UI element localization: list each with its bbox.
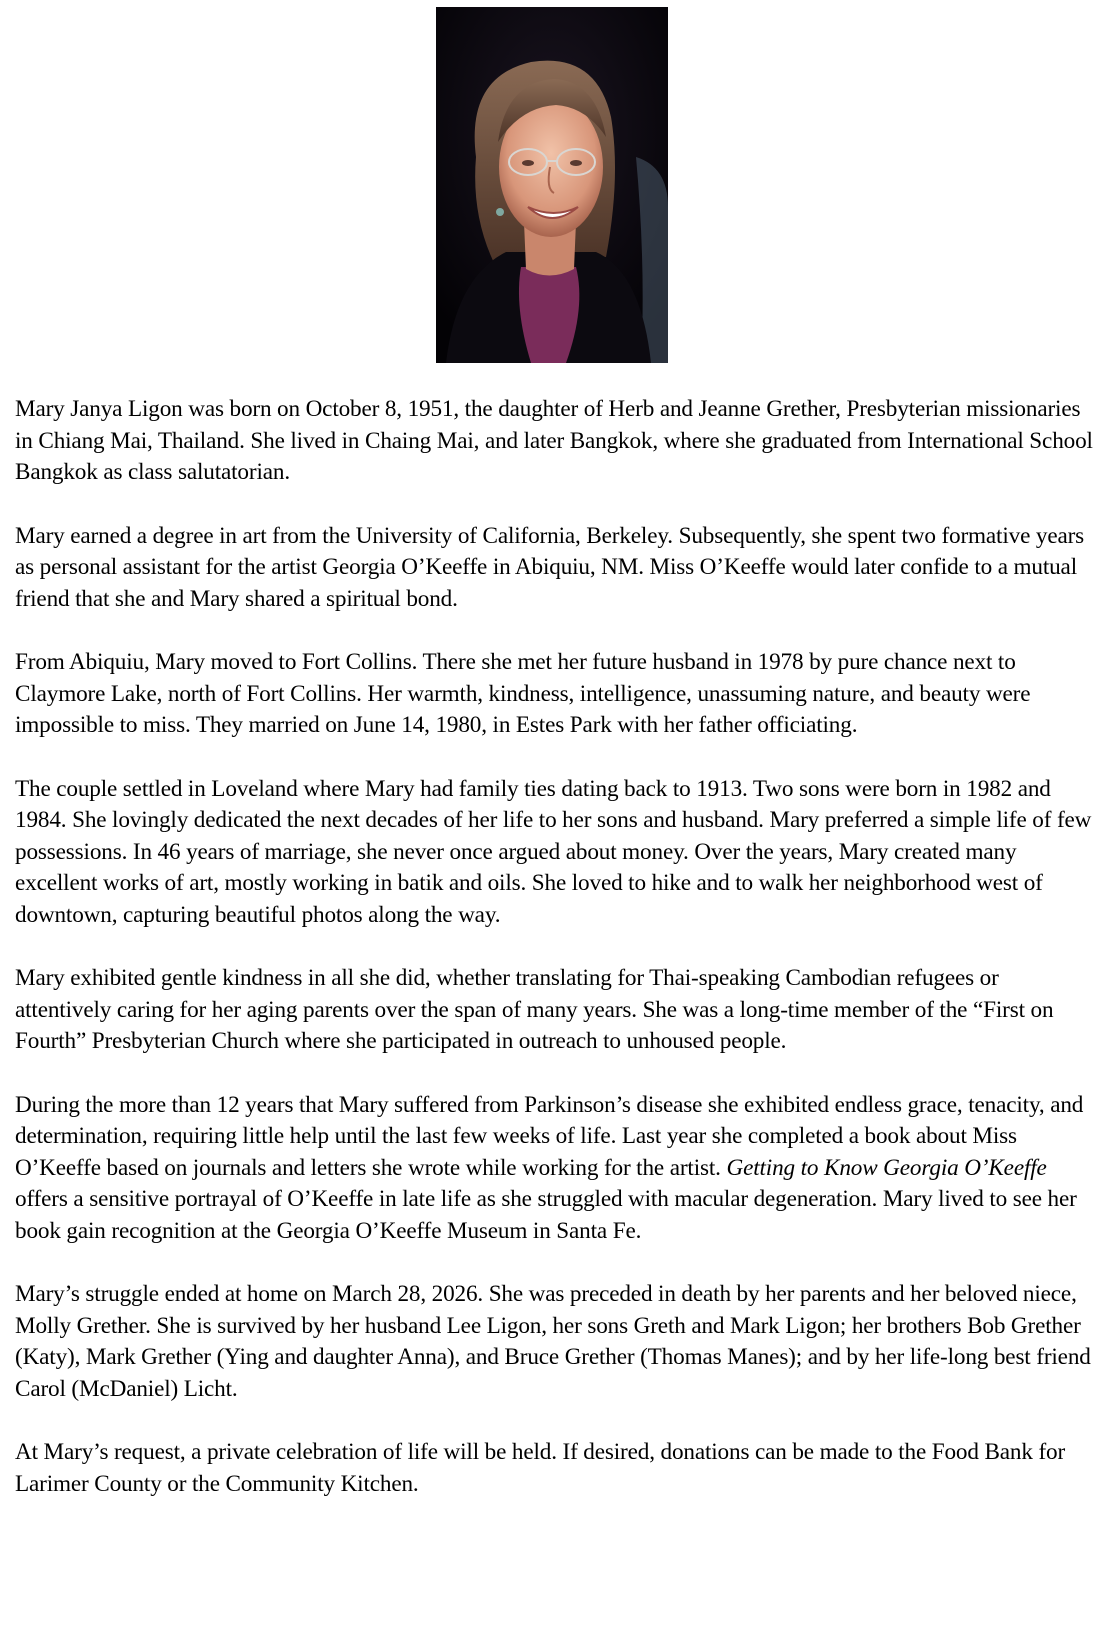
paragraph-family-life: The couple settled in Loveland where Mary had family ties dating back to 1913. Two sons were born in 1982 and 1984. She lovingly dedicated the next decades of her life to her sons and husband. Mary preferred a simple life of few possessions. In 46 years of marriage, she never once argued about money. Over the years, Mary created many excellent works of art, mostly working in batik and oils. She loved to hike and to walk her neighborhood west of downtown, capturing beautiful photos along the way. (15, 775, 1092, 928)
paragraph-marriage: From Abiquiu, Mary moved to Fort Collins. There she met her future husband in 1978 by pure chance next to Claymore Lake, north of Fort Collins. Her warmth, kindness, intelligence, unassuming nature, and beauty were impossible to miss. They married on June 14, 1980, in Estes Park with her father officiating. (15, 649, 1031, 738)
portrait-photo (436, 7, 668, 363)
paragraph-illness-text-end: offers a sensitive portrayal of O’Keeffe in late life as she struggled with macular degeneration. Mary lived to see her book gain recognition at the Georgia O’Keeffe Museum in Santa Fe. (15, 1186, 1077, 1244)
paragraph-birth: Mary Janya Ligon was born on October 8, 1951, the daughter of Herb and Jeanne Grether, Presbyterian missionaries in Chiang Mai, Thailand. She lived in Chaing Mai, and later Bangkok, where she graduated from International School Bangkok as class salutatorian. (15, 396, 1093, 485)
paragraph-memorial: At Mary’s request, a private celebration of life will be held. If desired, donations can be made to the Food Bank for Larimer County or the Community Kitchen. (15, 1439, 1066, 1497)
paragraph-illness-text: During the more than 12 years that Mary suffered from Parkinson’s disease she exhibited endless grace, tenacity, and determination, requiring little help until the last few weeks of life. Last year she completed a book about Miss O’Keeffe based on journals and letters she wrote while working for the artist. (15, 1091, 1084, 1181)
book-title: Getting to Know Georgia O’Keeffe (726, 1154, 1047, 1181)
portrait-illustration (436, 7, 668, 363)
paragraph-education: Mary earned a degree in art from the University of California, Berkeley. Subsequently, she spent two formative years as personal assistant for the artist Georgia O’Keeffe in Abiquiu, NM. Miss O’Keeffe would later confide to a mutual friend that she and Mary shared a spiritual bond. (15, 522, 1085, 612)
paragraph-survivors: Mary’s struggle ended at home on March 28, 2026. She was preceded in death by her parents and her beloved niece, Molly Grether. She is survived by her husband Lee Ligon, her sons Greth and Mark Ligon; her brothers Bob Grether (Katy), Mark Grether (Ying and daughter Anna), and Bruce Grether (Thomas Manes); and by her life-long best friend Carol (McDaniel) Licht. (15, 1281, 1091, 1402)
paragraph-kindness: Mary exhibited gentle kindness in all she did, whether translating for Thai-speaking Cambodian refugees or attentively caring for her aging parents over the span of many years. She was a long-time member of the “First on Fourth” Presbyterian Church where she participated in outreach to unhoused people. (15, 965, 1054, 1054)
obituary-text (15, 394, 1100, 1532)
paragraph-illness-book (15, 1090, 1100, 1248)
